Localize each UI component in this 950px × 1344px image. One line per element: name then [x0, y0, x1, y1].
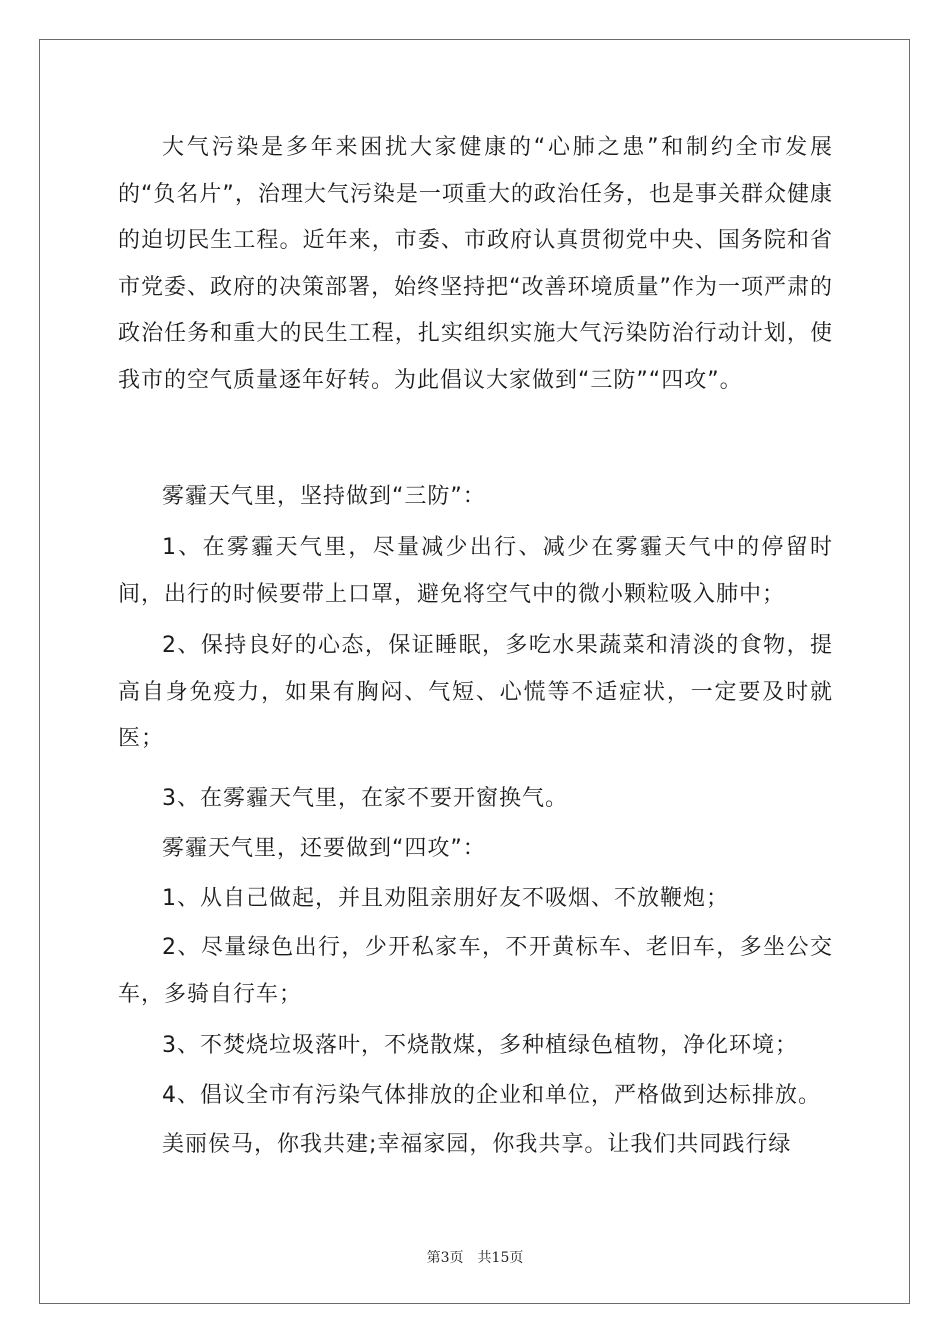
total-pages: 共15页 [477, 1250, 524, 1266]
four-attacks-heading: 雾霾天气里，还要做到“四攻”： [162, 836, 486, 861]
closing-paragraph: 美丽侯马，你我共建;幸福家园，你我共享。让我们共同践行绿 [162, 1132, 792, 1157]
intro-paragraph: 大气污染是多年来困扰大家健康的“心肺之患”和制约全市发展的“负名片”，治理大气污染是一项重大的政治任务，也是事关群众健康的迫切民生工程。近年来，市委、市政府认真贯彻党中央、国务院和省市党委、政府的决策部署，始终坚持把“改善环境质量”作为一项严肃的政治任务和重大的民生工程，扎实组织实施大气污染防治行动计划，使我市的空气质量逐年好转。为此倡议大家做到“三防”“四攻”。 [118, 135, 833, 393]
defense-item-3: 3、在雾霾天气里，在家不要开窗换气。 [162, 786, 568, 811]
page-number: 第3页 [426, 1250, 464, 1266]
attack-item-1: 1、从自己做起，并且劝阻亲朋好友不吸烟、不放鞭炮； [162, 886, 729, 911]
attack-item-4: 4、倡议全市有污染气体排放的企业和单位，严格做到达标排放。 [162, 1083, 821, 1108]
page-footer [0, 1247, 950, 1267]
attack-item-3: 3、不焚烧垃圾落叶，不烧散煤，多种植绿色植物，净化环境； [162, 1033, 798, 1058]
attack-item-2: 2、尽量绿色出行，少开私家车，不开黄标车、老旧车，多坐公交车，多骑自行车； [118, 935, 833, 1007]
defense-item-2: 2、保持良好的心态，保证睡眠，多吃水果蔬菜和清淡的食物，提高自身免疫力，如果有胸闷、气短、心慌等不适症状，一定要及时就医； [118, 633, 833, 751]
three-defenses-heading: 雾霾天气里，坚持做到“三防”： [162, 484, 486, 509]
defense-item-1: 1、在雾霾天气里，尽量减少出行、减少在雾霾天气中的停留时间，出行的时候要带上口罩，避免将空气中的微小颗粒吸入肺中； [118, 535, 833, 607]
